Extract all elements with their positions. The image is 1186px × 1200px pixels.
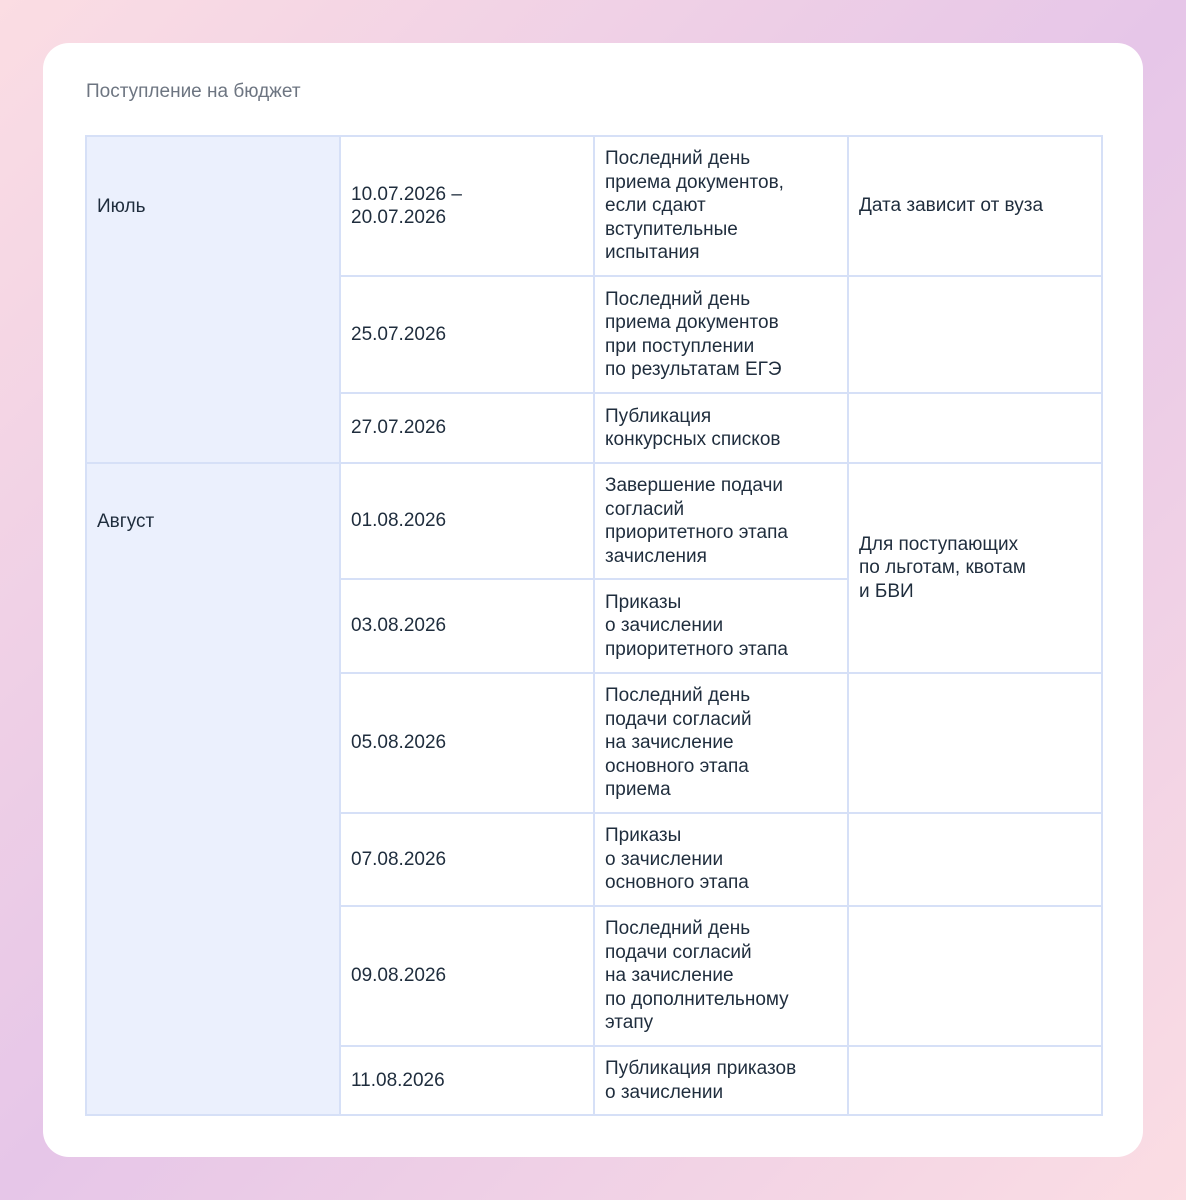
page-title: Поступление на бюджет: [86, 81, 301, 102]
note-cell: [848, 673, 1102, 813]
note-cell: [848, 813, 1102, 906]
date-cell: 07.08.2026: [340, 813, 594, 906]
event-cell: Последний день приема документов при поступлении по результатам ЕГЭ: [594, 276, 848, 393]
date-cell: 05.08.2026: [340, 673, 594, 813]
event-cell: Приказы о зачислении основного этапа: [594, 813, 848, 906]
month-cell-july: Июль: [86, 136, 340, 463]
month-cell-august: Август: [86, 463, 340, 1115]
note-cell: [848, 1046, 1102, 1115]
card: [43, 43, 1143, 1157]
event-cell: Последний день приема документов, если сдают вступительные испытания: [594, 136, 848, 276]
table-row: [86, 136, 1102, 276]
note-cell: [848, 906, 1102, 1046]
date-cell: 11.08.2026: [340, 1046, 594, 1115]
event-cell: Приказы о зачислении приоритетного этапа: [594, 579, 848, 673]
date-cell: 03.08.2026: [340, 579, 594, 673]
event-cell: Публикация конкурсных списков: [594, 393, 848, 463]
note-cell: Для поступающих по льготам, квотам и БВИ: [848, 463, 1102, 673]
date-cell: 25.07.2026: [340, 276, 594, 393]
event-cell: Публикация приказов о зачислении: [594, 1046, 848, 1115]
event-cell: Завершение подачи согласий приоритетного этапа зачисления: [594, 463, 848, 579]
schedule-table: [85, 135, 1103, 1116]
date-cell: 10.07.2026 – 20.07.2026: [340, 136, 594, 276]
note-cell: [848, 276, 1102, 393]
date-cell: 27.07.2026: [340, 393, 594, 463]
date-cell: 01.08.2026: [340, 463, 594, 579]
table-row: [86, 463, 1102, 579]
note-cell: Дата зависит от вуза: [848, 136, 1102, 276]
event-cell: Последний день подачи согласий на зачисление по дополнительному этапу: [594, 906, 848, 1046]
date-cell: 09.08.2026: [340, 906, 594, 1046]
event-cell: Последний день подачи согласий на зачисление основного этапа приема: [594, 673, 848, 813]
note-cell: [848, 393, 1102, 463]
